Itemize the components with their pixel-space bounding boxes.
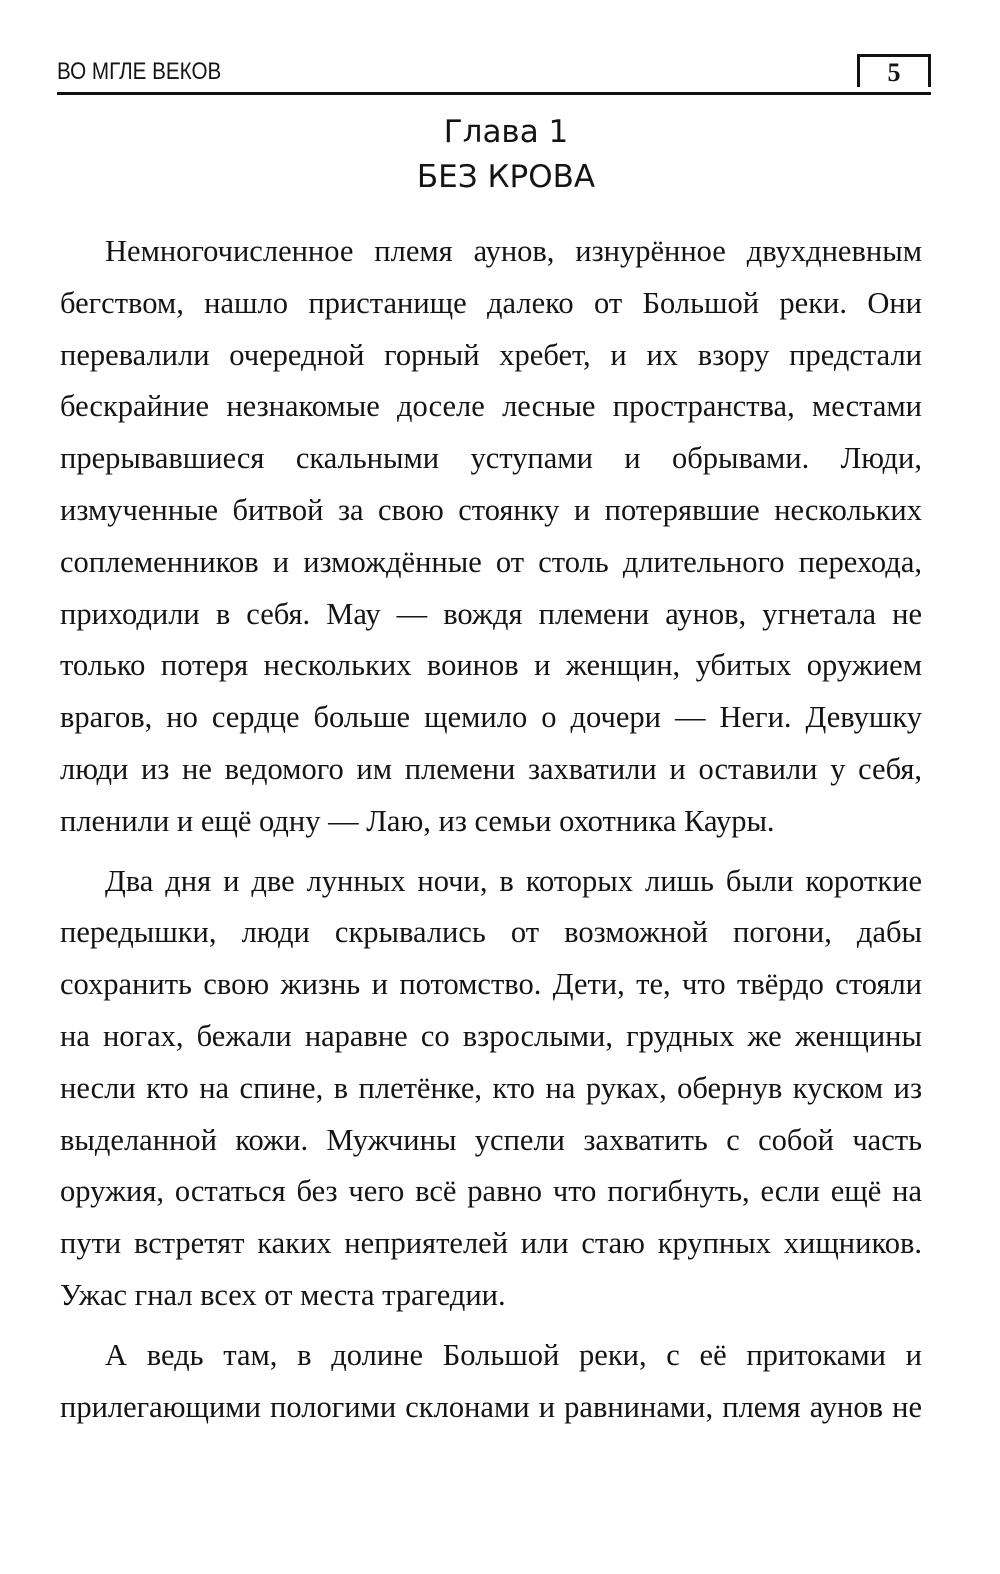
page-number: 5 xyxy=(857,54,931,87)
paragraph: А ведь там, в долине Большой реки, с её притоками и прилегающими пологими склонами и равнинами, племя аунов не xyxy=(60,1337,922,1424)
chapter-label: Глава 1 xyxy=(443,114,569,150)
paragraph: Немногочисленное племя аунов, изнурённое двухдневным бегством, нашло пристанище далеко от Большой реки. Они перевалили очередной горный хребет, и их взору предстали бескрайние незнакомые доселе лесные пространства, местами прерывавшиеся скальными уступами и обрывами. Люди, измученные битвой за свою стоянку и потерявшие нескольких соплеменников и измождённые от столь длительного перехода, приходили в себя. Мау — вождя племени аунов, угнетала не только потеря нескольких воинов и женщин, убитых оружием врагов, но сердце больше щемило о дочери — Неги. Девушку люди из не ведомого им племени захватили и оставили у себя, пленили и ещё одну — Лаю, из семьи охотника Кауры. xyxy=(60,234,922,838)
running-header xyxy=(57,52,931,95)
paragraph: Два дня и две лунных ночи, в которых лишь были короткие передышки, люди скрывались от возможной погони, дабы сохранить свою жизнь и потомство. Дети, те, что твёрдо стояли на ногах, бежали наравне со взрослыми, грудных же женщины несли кто на спине, в плетёнке, кто на руках, обернув куском из выделанной кожи. Мужчины успели захватить с собой часть оружия, остаться без чего всё равно что погибнуть, если ещё на пути встретят каких неприятелей или стаю крупных хищников. Ужас гнал всех от места трагедии. xyxy=(60,863,922,1312)
body-text xyxy=(60,226,922,1441)
chapter-title: БЕЗ КРОВА xyxy=(416,159,596,195)
running-title: ВО МГЛЕ ВЕКОВ xyxy=(57,58,222,85)
